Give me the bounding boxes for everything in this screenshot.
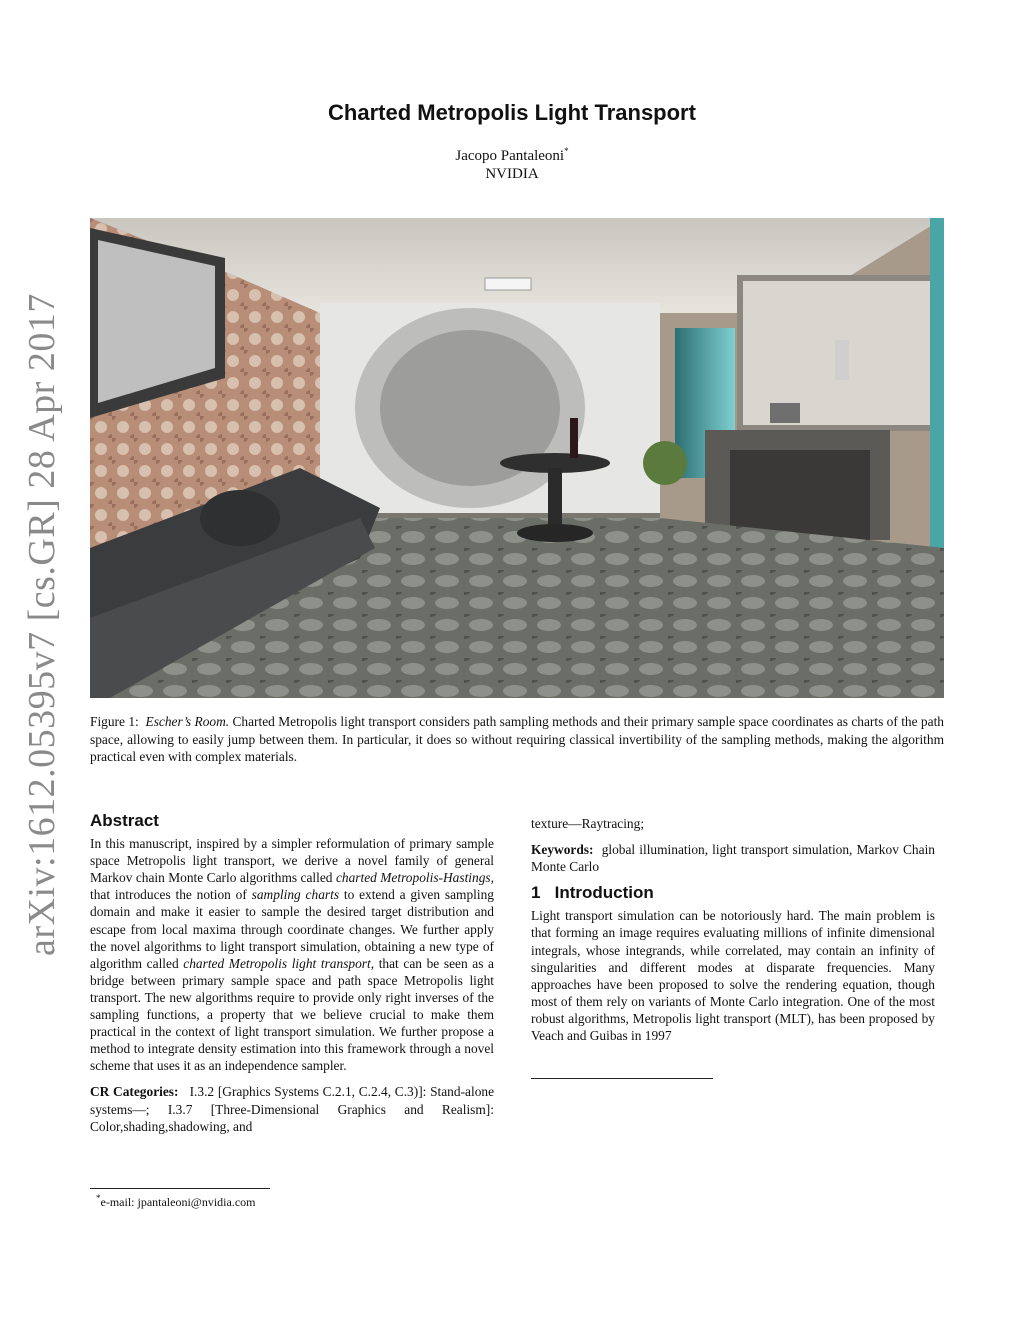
figure-escher-room	[90, 218, 944, 698]
introduction-text: Light transport simulation can be notoriously hard. The main problem is that forming an image requires evaluating millions of infinite dimensional integrals, whose integrands, while correlated, may contain an infinity of singularities and different modes at disparate frequencies. Many approaches have been proposed to solve the rendering equation, though most of them rely on variants of Monte Carlo integration. One of the most robust algorithms, Metropolis light transport (MLT), has been proposed by Veach and Guibas in 1997	[531, 908, 935, 1044]
column-footnote-rule	[531, 1078, 713, 1079]
keywords: Keywords: global illumination, light transport simulation, Markov Chain Monte Carlo	[531, 842, 935, 875]
footnote-email: *e-mail: jpantaleoni@nvidia.com	[96, 1193, 256, 1209]
abstract-heading: Abstract	[90, 811, 159, 830]
introduction-heading: 1 Introduction	[531, 883, 654, 903]
right-column	[531, 815, 935, 1044]
footnote-rule	[90, 1188, 270, 1189]
arxiv-identifier: arXiv:1612.05395v7 [cs.GR] 28 Apr 2017	[21, 293, 63, 956]
abstract-text: In this manuscript, inspired by a simpler reformulation of primary sample space Metropolis light transport, we derive a novel family of general Markov chain Monte Carlo algorithms called charted Metropolis-Hastings, that introduces the notion of sampling charts to extend a given sampling domain and make it easier to sample the desired target distribution and escape from local maxima through coordinate changes. We further apply the novel algorithms to light transport simulation, obtaining a new type of algorithm called charted Metropolis light transport, that can be seen as a bridge between primary sample space and path space Metropolis light transport. The new algorithms require to provide only right inverses of the sampling functions, a property that we believe crucial to make them practical in the context of light transport simulation. We further propose a method to integrate density estimation into this framework through a novel scheme that uses it as an independence sampler.	[90, 836, 494, 1074]
figure-caption: Figure 1: Escher’s Room. Charted Metropolis light transport considers path sampling methods and their primary sample space coordinates as charts of the path space, allowing to easily jump between them. In particular, it does so without requiring classical invertibility of the sampling methods, making the algorithm practical even with complex materials.	[90, 714, 944, 764]
author-affiliation: NVIDIA	[485, 166, 539, 182]
cr-categories: CR Categories: I.3.2 [Graphics Systems C.2.1, C.2.4, C.3)]: Stand-alone systems—; I.3.7 [Three-Dimensional Graphics and Realism]: Color,shading,shadowing, and	[90, 1084, 495, 1134]
plant	[643, 441, 687, 485]
paper-title: Charted Metropolis Light Transport	[328, 100, 696, 125]
left-column	[90, 812, 494, 1135]
cr-continued: texture—Raytracing;	[531, 816, 645, 831]
author-name: Jacopo Pantaleoni*	[455, 146, 569, 164]
